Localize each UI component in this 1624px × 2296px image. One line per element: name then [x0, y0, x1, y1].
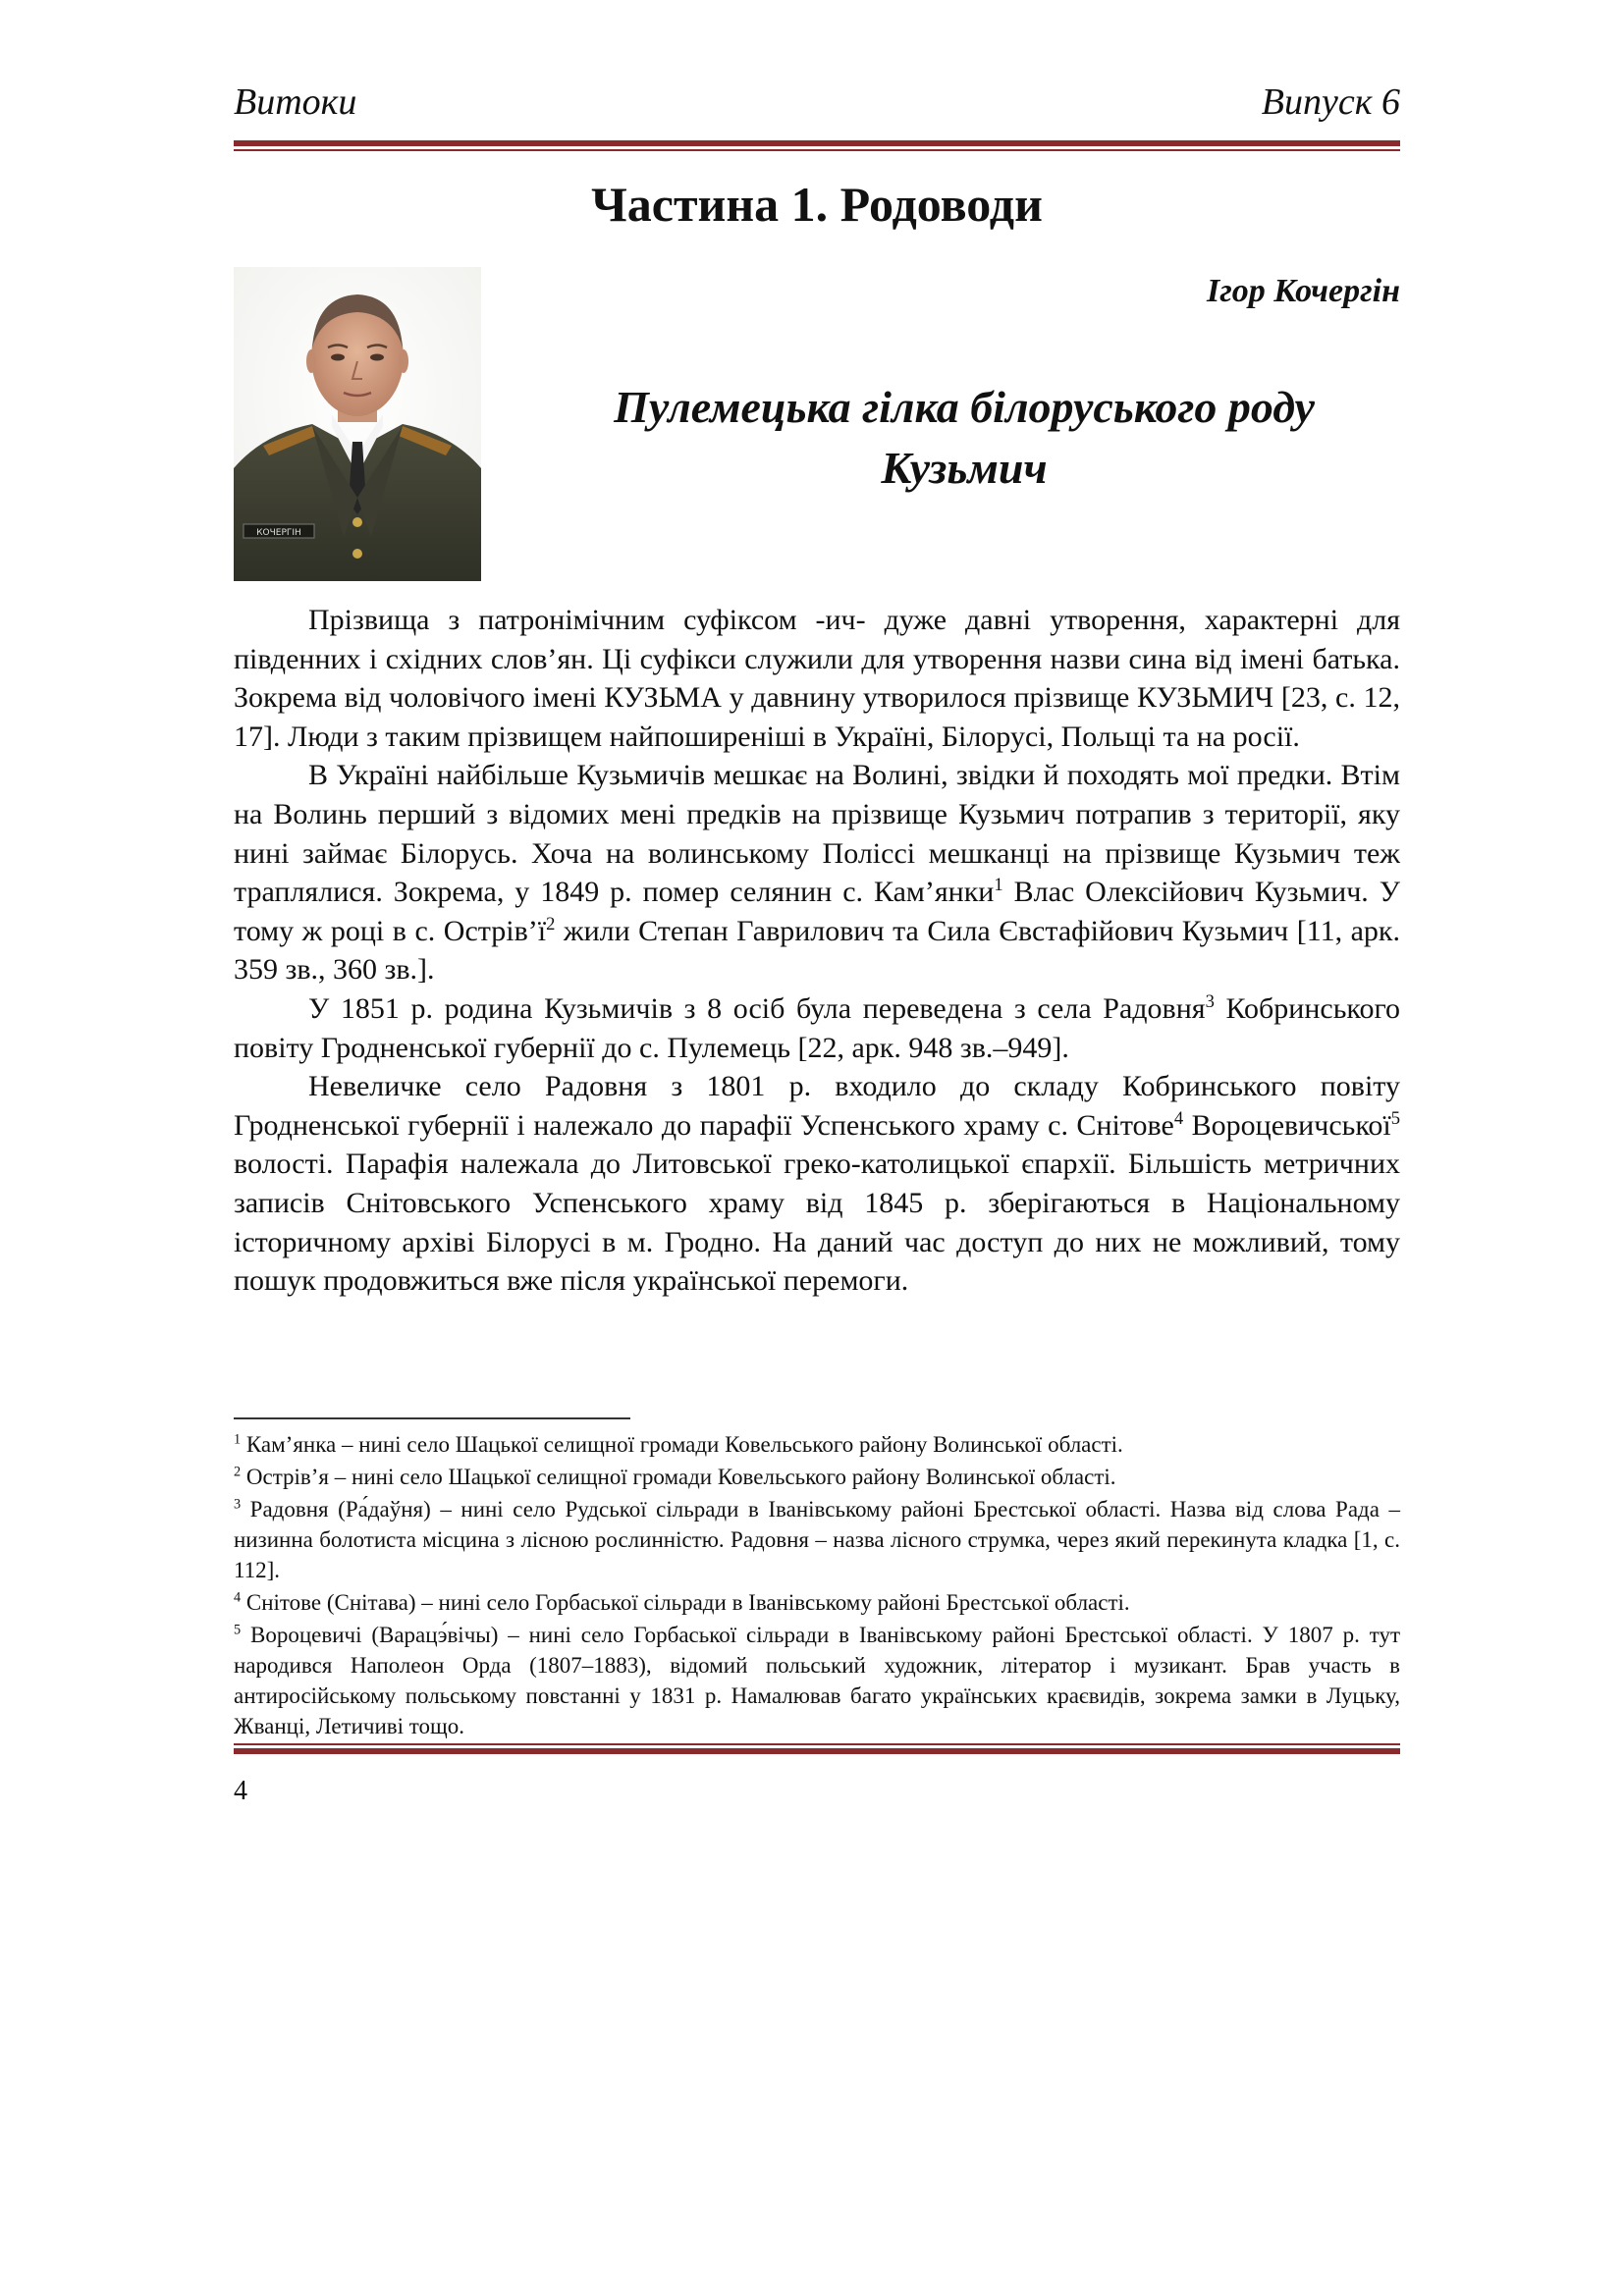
author-portrait — [234, 267, 481, 581]
footnote-4 — [234, 1587, 1400, 1618]
footnote-1 — [234, 1429, 1400, 1460]
header-rule — [234, 140, 1400, 151]
section-title: Частина 1. Родоводи — [591, 177, 1043, 232]
footnote-2-text: Острів’я – нині село Шацької селищної громади Ковельського району Волинської області. — [241, 1465, 1116, 1489]
paragraph-2-part-2: Влас Олексійович Кузьмич. У тому ж році в с. Острів’ї — [234, 876, 1400, 947]
paragraph-4-part-2: Вороцевичської — [1183, 1108, 1391, 1142]
paragraph-4-part-3: волості. Парафія належала до Литовської греко-католицької єпархії. Більшість метричних записів Снітовського Успенського храму від 1845 р. зберігаються в Національному історичному архіві Білорусі в м. Гродно. На даний час доступ до них не можливий, тому пошук продовжиться вже після української перемоги. — [234, 1148, 1400, 1298]
footnote-ref-1: 1 — [994, 875, 1003, 896]
portrait-name-tag: КОЧЕРГІН — [256, 528, 301, 538]
article-body — [234, 601, 1400, 1301]
running-header-journal-title: Витоки — [234, 81, 357, 123]
footnotes — [234, 1429, 1400, 1743]
footnote-ref-5: 5 — [1390, 1107, 1400, 1129]
author-name: Ігор Кочергін — [1207, 273, 1400, 309]
footnote-4-number: 4 — [234, 1589, 242, 1606]
footnote-ref-4: 4 — [1173, 1107, 1184, 1129]
footnote-ref-2: 2 — [546, 913, 556, 934]
footnote-5 — [234, 1620, 1400, 1741]
footnote-1-text: Кам’янка – нині село Шацької селищної громади Ковельського району Волинської області. — [241, 1432, 1123, 1457]
paragraph-2 — [234, 756, 1400, 989]
page-number: 4 — [234, 1776, 247, 1806]
paragraph-3-part-2: Кобринського повіту Гродненської губернії до с. Пулемець [22, арк. 948 зв.–949]. — [234, 991, 1400, 1064]
footnote-2 — [234, 1462, 1400, 1492]
article-title-line-2: Кузьмич — [881, 443, 1048, 493]
footer-rule — [234, 1743, 1400, 1754]
footnote-5-text: Вороцевичі (Варацэ́вічы) – нині село Горбаської сільради в Іванівському районі Брестської області. У 1807 р. тут народився Наполеон Орда (1807–1883), відомий польський художник, літератор і музикант. Брав участь в антиросійському польському повстанні у 1831 р. Намалював багато українських краєвидів, зокрема замки в Луцьку, Жванці, Летичиві тощо. — [234, 1623, 1400, 1738]
footnote-1-number: 1 — [234, 1431, 242, 1448]
footnote-ref-3: 3 — [1205, 990, 1215, 1012]
paragraph-2-part-3: жили Степан Гаврилович та Сила Євстафійович Кузьмич [11, арк. 359 зв., 360 зв.]. — [234, 914, 1400, 987]
running-header-issue: Випуск 6 — [1261, 81, 1400, 123]
footnote-5-number: 5 — [234, 1622, 242, 1638]
page — [234, 0, 1400, 2296]
paragraph-4-part-1: Невеличке село Радовня з 1801 р. входило до складу Кобринського повіту Гродненської губернії і належало до парафії Успенського храму с. Снітове — [234, 1070, 1400, 1142]
footnote-3 — [234, 1494, 1400, 1585]
paragraph-1: Прізвища з патронімічним суфіксом -ич- дуже давні утворення, характерні для південних і східних слов’ян. Ці суфікси служили для утворення назви сина від імені батька. Зокрема від чоловічого імені КУЗЬМА у давнину утворилося прізвище КУЗЬМИЧ [23, с. 12, 17]. Люди з таким прізвищем найпоширеніші в Україні, Білорусі, Польщі та на росії. — [234, 604, 1400, 753]
paragraph-3 — [234, 989, 1400, 1067]
footnote-3-text: Радовня (Ра́даўня) – нині село Рудської сільради в Іванівському районі Брестської області. Назва від слова Рада – низинна болотиста місцина з лісною рослинністю. Радовня – назва лісного струмка, через який перекинута кладка [1, с. 112]. — [234, 1497, 1400, 1582]
footnote-4-text: Снітове (Снітава) – нині село Горбаської сільради в Іванівському районі Брестської області. — [241, 1590, 1130, 1615]
paragraph-3-part-1: У 1851 р. родина Кузьмичів з 8 осіб була переведена з села Радовня — [308, 991, 1206, 1025]
article-title — [528, 377, 1400, 499]
article-title-line-1: Пулемецька гілка білоруського роду — [614, 382, 1315, 432]
footnote-separator — [234, 1417, 630, 1419]
paragraph-4 — [234, 1067, 1400, 1301]
footnote-2-number: 2 — [234, 1464, 242, 1480]
paragraph-2-part-1: В Україні найбільше Кузьмичів мешкає на Волині, звідки й походять мої предки. Втім на Волинь перший з відомих мені предків на прізвище Кузьмич потрапив з території, яку нині займає Білорусь. Хоча на волинському Поліссі мешканці на прізвище Кузьмич теж траплялися. Зокрема, у 1849 р. помер селянин с. Кам’янки — [234, 759, 1400, 909]
footnote-3-number: 3 — [234, 1496, 242, 1513]
